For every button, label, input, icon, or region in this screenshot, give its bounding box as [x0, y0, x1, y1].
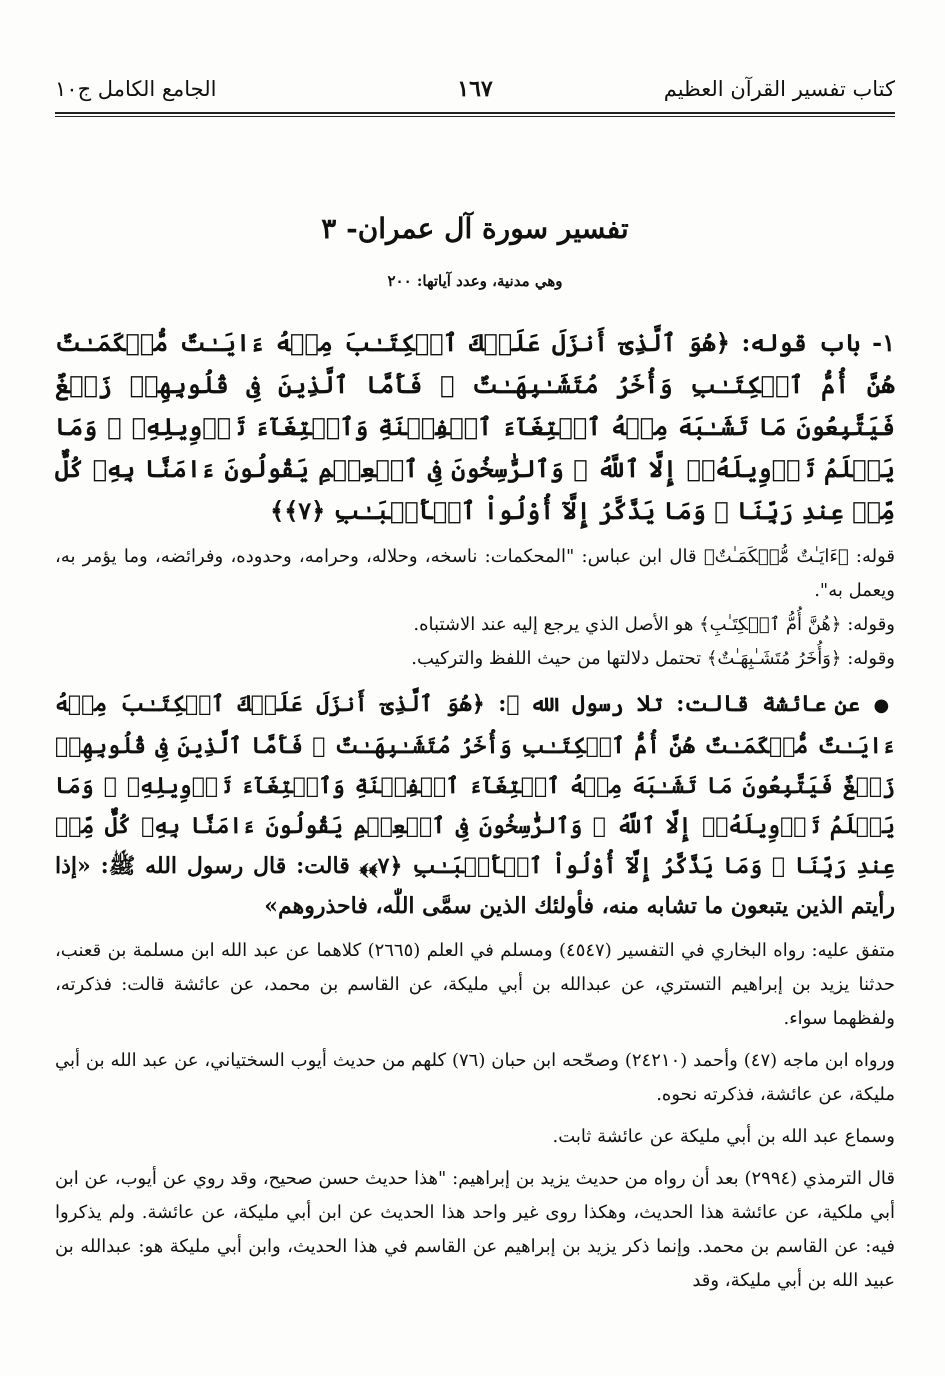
hadith-body: عن عائشة قالت: تلا رسول الله ﷺ: ﴿هُوَ ٱلَّذِىٓ أَنزَلَ عَلَيۡكَ ٱلۡكِتَـٰبَ مِنۡهُ ءَايَـٰتٌ مُّحۡكَمَـٰتٌ هُنَّ أُمُّ ٱلۡكِتَـٰبِ وَأُخَرُ مُتَشَـٰبِهَـٰتٌ ۖ فَأَمَّا ٱلَّذِينَ فِى قُلُوبِهِمۡ زَيۡغٌ فَيَتَّبِعُونَ مَا تَشَـٰبَهَ مِنۡهُ ٱبۡتِغَآءَ ٱلۡفِتۡنَةِ وَٱبۡتِغَآءَ تَأۡوِيلِهِۦ ۗ وَمَا يَعۡلَمُ تَأۡوِيلَهُۥٓ إِلَّا ٱللَّهُ ۗ وَٱلرَّٰسِخُونَ فِى ٱلۡعِلۡمِ يَقُولُونَ ءَامَنَّا بِهِۦ كُلٌّ مِّنۡ عِندِ رَبِّنَا ۗ وَمَا يَذَّكَّرُ إِلَّآ أُوْلُواْ ٱلۡأَلۡبَـٰبِ ﴿٧﴾﴾ قالت: قال رسول الله ﷺ: «إذا رأيتم الذين يتبعون ما تشابه منه، فأولئك الذين سمَّى اللّٰه، فاحذروهم» — [55, 691, 895, 919]
header-book-title: كتاب تفسير القرآن العظيم — [663, 77, 895, 101]
paragraph-2: وقوله: ﴿هُنَّ أُمُّ ٱلۡكِتَـٰبِ﴾ هو الأصل الذي يرجع إليه عند الاشتباه. — [413, 614, 895, 635]
running-header — [55, 66, 895, 112]
text-body — [55, 322, 895, 1298]
verse-text: ﴿هُوَ ٱلَّذِىٓ أَنزَلَ عَلَيۡكَ ٱلۡكِتَـٰبَ مِنۡهُ ءَايَـٰتٌ مُّحۡكَمَـٰتٌ هُنَّ أُمُّ ٱلۡكِتَـٰبِ وَأُخَرُ مُتَشَـٰبِهَـٰتٌ ۖ فَأَمَّا ٱلَّذِينَ فِى قُلُوبِهِمۡ زَيۡغٌ فَيَتَّبِعُونَ مَا تَشَـٰبَهَ مِنۡهُ ٱبۡتِغَآءَ ٱلۡفِتۡنَةِ وَٱبۡتِغَآءَ تَأۡوِيلِهِۦ ۗ وَمَا يَعۡلَمُ تَأۡوِيلَهُۥٓ إِلَّا ٱللَّهُ ۗ وَٱلرَّٰسِخُونَ فِى ٱلۡعِلۡمِ يَقُولُونَ ءَامَنَّا بِهِۦ كُلٌّ مِّنۡ عِندِ رَبِّنَا ۗ وَمَا يَذَّكَّرُ إِلَّآ أُوْلُواْ ٱلۡأَلۡبَـٰبِ ﴿٧﴾﴾ — [55, 328, 895, 525]
header-rule — [55, 112, 895, 117]
paragraph-7: قال الترمذي (٢٩٩٤) بعد أن رواه من حديث يزيد بن إبراهيم: "هذا حديث حسن صحيح، وقد روي عن أيوب، عن ابن أبي ملكية، عن عائشة هذا الحديث، وهكذا روى غير واحد هذا الحديث عن ابن أبي مليكة، عن عائشة. ولم يذكروا فيه: عن القاسم بن محمد. وإنما ذكر يزيد بن إبراهيم عن القاسم في هذا الحديث، وابن أبي مليكة هو: عبدالله بن عبيد الله بن أبي مليكة، وقد — [55, 1168, 895, 1291]
paragraph-1: قوله: ﴿ءَايَـٰتٌ مُّحۡكَمَـٰتٌ﴾ قال ابن عباس: "المحكمات: ناسخه، وحلاله، وحرامه، وحدوده، وفرائضه، وما يؤمر به، ويعمل به". — [55, 546, 895, 601]
chapter-verse — [55, 322, 895, 532]
chapter-heading: ١- باب قوله: — [741, 328, 895, 357]
page-title: تفسير سورة آل عمران- ٣ — [321, 212, 629, 245]
bullet-icon: ● — [873, 695, 895, 716]
header-volume: الجامع الكامل ج١٠ — [55, 77, 217, 101]
paragraph-3: وقوله: ﴿وَأُخَرُ مُتَشَـٰبِهَـٰتٌ﴾ تحتمل دلالتها من حيث اللفظ والتركيب. — [411, 648, 895, 669]
document-page — [55, 0, 895, 1376]
paragraph-5: ورواه ابن ماجه (٤٧) وأحمد (٢٤٢١٠) وصحّحه ابن حبان (٧٦) كلهم من حديث أيوب السختياني، عن عبد الله بن أبي مليكة، عن عائشة، فذكرته نحوه. — [55, 1050, 896, 1105]
page-subtitle: وهي مدنية، وعدد آياتها: ٢٠٠ — [387, 272, 563, 290]
paragraph-6: وسماع عبد الله بن أبي مليكة عن عائشة ثابت. — [552, 1126, 895, 1147]
hadith-text — [55, 684, 895, 926]
page-number: ١٦٧ — [457, 76, 493, 102]
paragraph-4: متفق عليه: رواه البخاري في التفسير (٤٥٤٧) ومسلم في العلم (٢٦٦٥) كلاهما عن عبد الله ابن مسلمة بن قعنب، حدثنا يزيد بن إبراهيم التستري، عن عبدالله بن أبي مليكة، عن القاسم بن محمد، عن عائشة قالت: فذكرته، ولفظهما سواء. — [55, 940, 895, 1029]
